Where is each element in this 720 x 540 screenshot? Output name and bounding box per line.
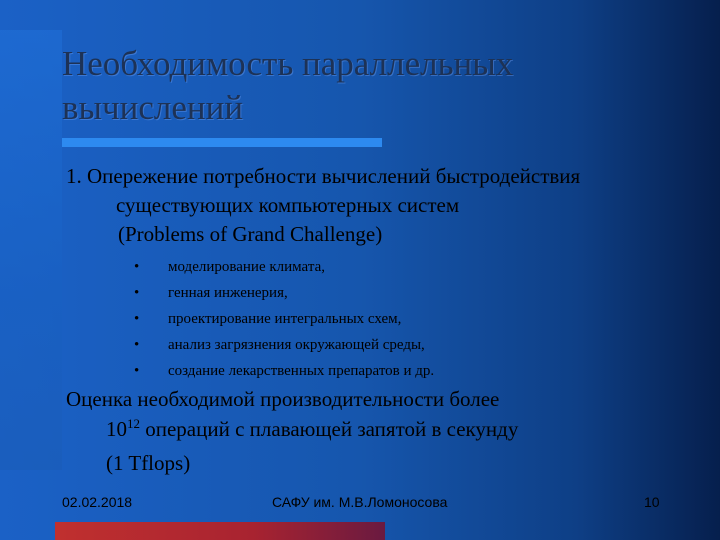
point-2-line-3: (1 Tflops) [106,451,191,475]
bullet-text: проектирование интегральных схем, [168,311,402,327]
bottom-accent-bar [55,522,385,540]
point-1 [66,162,706,249]
power-base: 10 [106,417,127,441]
point-1-line-1 [66,162,706,191]
bullet-dot: • [134,337,140,353]
point-2-line-2-text: операций с плавающей запятой в секунду [140,417,519,441]
bullet-item [134,306,674,332]
footer-organization: САФУ им. М.В.Ломоносова [272,494,448,510]
point-2-line-2 [66,414,706,444]
title-underline-bar [62,138,382,147]
bullet-text: анализ загрязнения окружающей среды, [168,337,425,353]
point-1-line-3: (Problems of Grand Challenge) [118,222,383,246]
bullet-dot: • [134,311,140,327]
bullet-item [134,332,674,358]
title-line-1: Необходимость параллельных [62,44,514,83]
bullet-text: моделирование климата, [168,259,325,275]
slide-title [62,42,682,130]
bullet-dot: • [134,285,140,301]
bullet-dot: • [134,363,140,379]
bullet-dot: • [134,259,140,275]
bullet-item [134,358,674,384]
footer-date: 02.02.2018 [62,494,133,510]
point-2-line-1: Оценка необходимой производительности более [66,387,500,411]
bullet-item [134,280,674,306]
bullet-text: генная инженерия, [168,285,288,301]
bullet-list [134,254,674,384]
point-1-text: Опережение потребности вычислений быстродействия [87,164,581,188]
slide-number: 10 [644,494,660,510]
title-line-2: вычислений [62,88,244,127]
power-exponent: 12 [127,416,140,431]
bullet-item [134,254,674,280]
point-2 [66,384,706,478]
left-accent-band [0,30,62,470]
point-1-line-2: существующих компьютерных систем [116,193,460,217]
point-1-number: 1. [66,164,82,188]
bullet-text: создание лекарственных препаратов и др. [168,363,435,379]
